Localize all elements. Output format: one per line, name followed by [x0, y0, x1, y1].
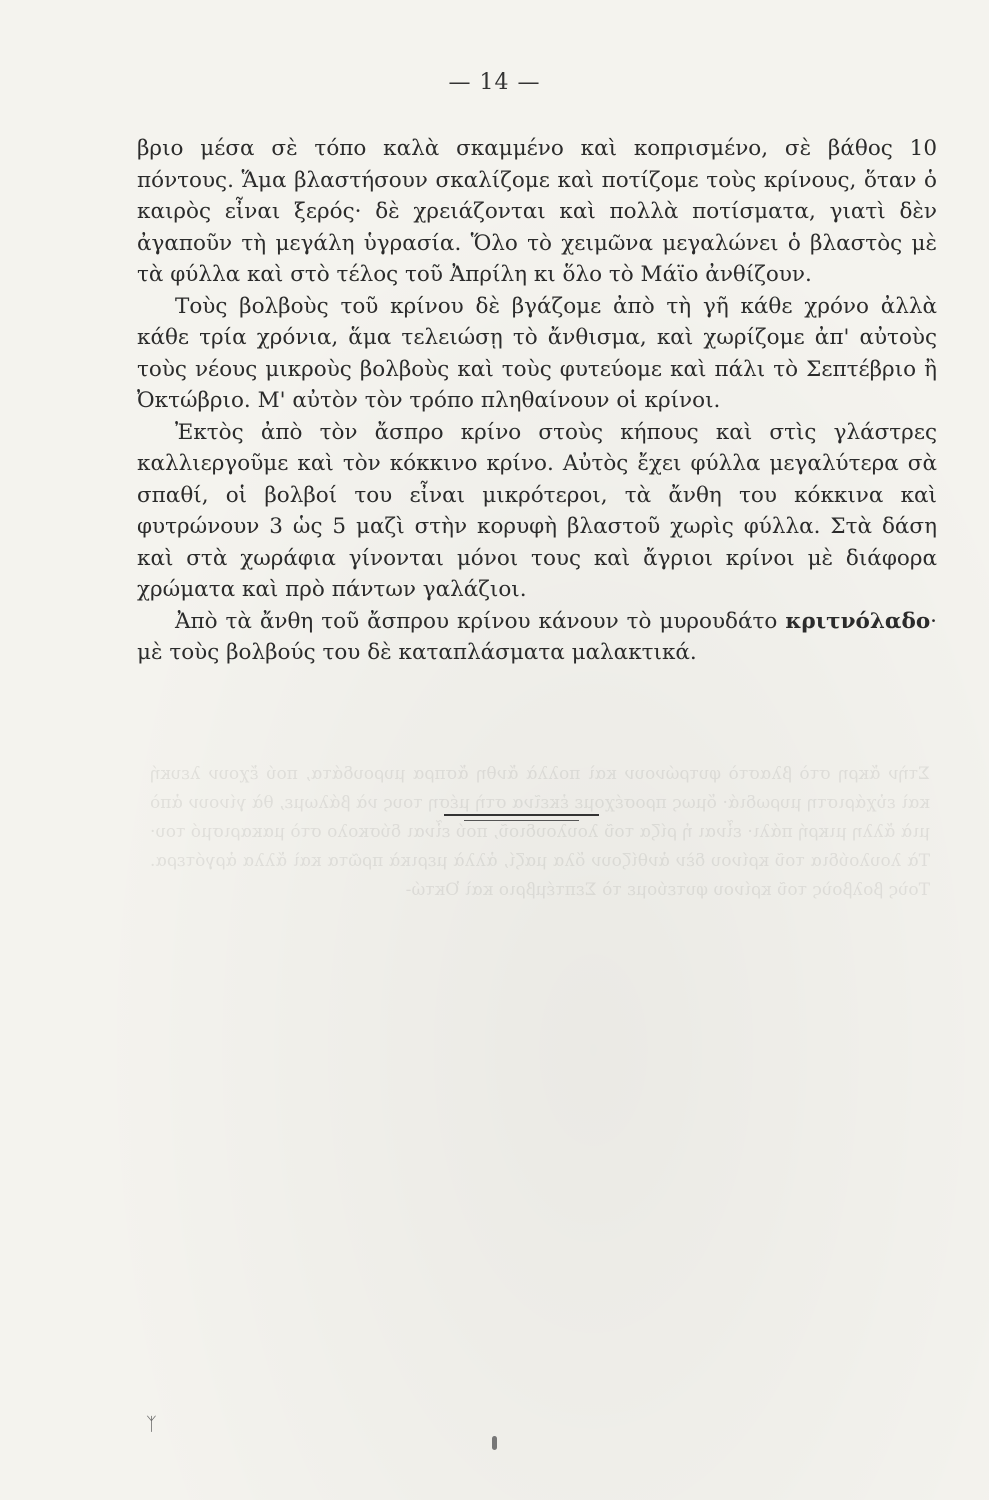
section-divider-thin [464, 820, 579, 821]
paragraph-3: Ἐκτὸς ἀπὸ τὸν ἄσπρο κρίνο στοὺς κήπους καὶ στὶς γλάστρες καλλιεργοῦμε καὶ τὸν κόκκινο κρίνο. Αὐτὸς ἔχει φύλλα μεγαλύτερα σὰ σπαθί, οἱ βολβοί του εἶναι μικρότεροι, τὰ ἄνθη του κόκκινα καὶ φυτρώνουν 3 ὡς 5 μαζὶ στὴν κορυφὴ βλαστοῦ χωρὶς φύλλα. Στὰ δάση καὶ στὰ χωράφια γίνονται μόνοι τους καὶ ἄγριοι κρίνοι μὲ διάφορα χρώματα καὶ πρὸ πάντων γαλάζιοι. [137, 419, 937, 602]
paragraph-2: Τοὺς βολβοὺς τοῦ κρίνου δὲ βγάζομε ἀπὸ τὴ γῆ κάθε χρόνο ἀλλὰ κάθε τρία χρόνια, ἅμα τελειώσῃ τὸ ἄνθισμα, καὶ χωρίζομε ἀπ' αὐτοὺς τοὺς νέους μικροὺς βολβοὺς καὶ τοὺς φυτεύομε καὶ πάλι τὸ Σεπτέβριο ἢ Ὀκτώβριο. Μ' αὐτὸν τὸν τρόπο πληθαίνουν οἱ κρίνοι. [137, 293, 937, 413]
body-text [137, 133, 937, 669]
bleed-through-text: Στὴν ἄκρη στὸ βλαστὸ φυτρώνουν καὶ πολλὰ ἄνθη ἄσπρα μυρουδάτα, πού ἔχουν λευκή καὶ εὐχάριστη μυρωδιά· ὅμως προσέχομε ἐκεῖνα στὴ μέση τους νὰ βάλωμε, θὰ γίνουν ἀπὸ μιὰ ἄλλη μικρή πάλι· εἶναι ἡ ρίζα τοῦ λουλουδιοῦ, πού εἶναι δύσκολο στὸ μακαρισμό του· Τὰ λουλούδια τοῦ κρίνου δὲν ἀνθίζουν ὅλα μαζί, ἀλλὰ μερικὰ πρῶτα καὶ ἄλλα ἀργότερα. Τοὺς βολβοὺς τοῦ κρίνου φυτεύομε τὸ Σεπτέμβριο καὶ Ὀκτώ- [150, 764, 930, 900]
page-number: — 14 — [448, 70, 541, 95]
paragraph-4-bold-term: κριτνόλαδο [785, 608, 931, 634]
paragraph-1: βριο μέσα σὲ τόπο καλὰ σκαμμένο καὶ κοπρισμένο, σὲ βάθος 10 πόντους. Ἅμα βλαστήσουν σκαλίζομε καὶ ποτίζομε τοὺς κρίνους, ὅταν ὁ καιρὸς εἶναι ξερός· δὲ χρειάζονται καὶ πολλὰ ποτίσματα, γιατὶ δὲν ἀγαποῦν τὴ μεγάλη ὑγρασία. Ὅλο τὸ χειμῶνα μεγαλώνει ὁ βλαστὸς μὲ τὰ φύλλα καὶ στὸ τέλος τοῦ Ἀπρίλη κι ὅλο τὸ Μάϊο ἀνθίζουν. [137, 136, 937, 287]
margin-mark: ᛉ [146, 1414, 157, 1435]
paragraph-4-after: · μὲ τοὺς βολβούς του δὲ καταπλάσματα μαλακτικά. [137, 608, 937, 665]
section-divider [444, 814, 599, 816]
ink-spot [492, 1436, 497, 1450]
paragraph-4 [137, 606, 937, 669]
paragraph-4-before: Ἀπὸ τὰ ἄνθη τοῦ ἄσπρου κρίνου κάνουν τὸ μυρουδάτο [175, 608, 786, 634]
